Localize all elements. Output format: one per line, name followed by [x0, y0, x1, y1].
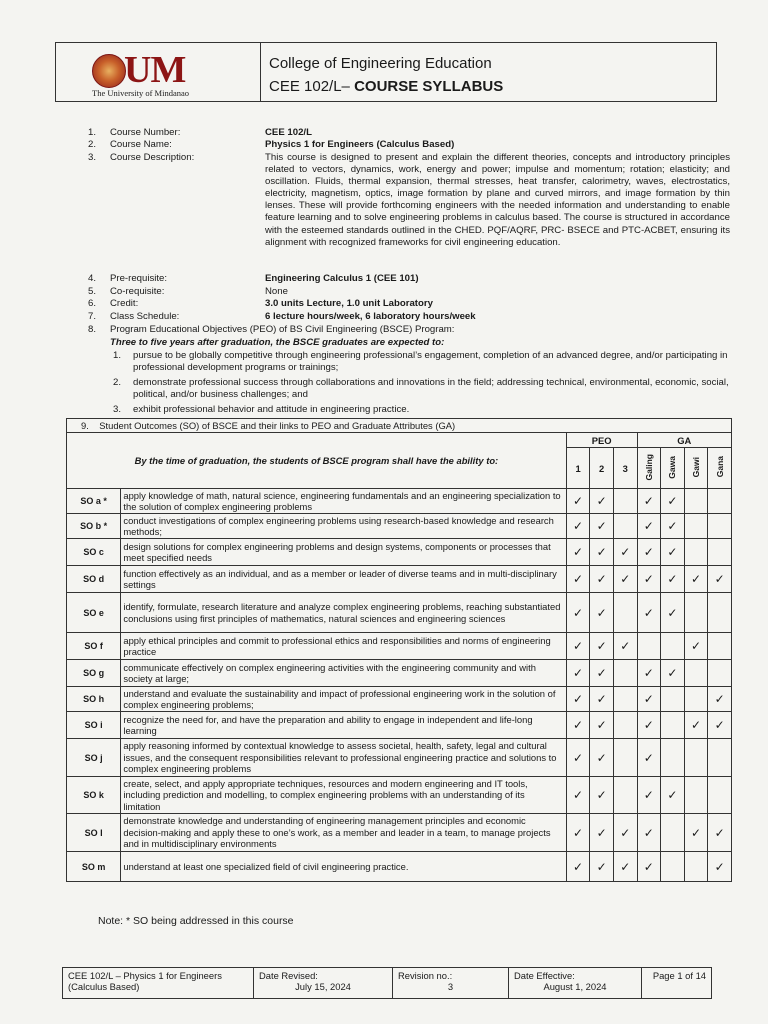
- student-outcomes-table: [66, 418, 732, 882]
- checkmark-icon: ✓: [573, 639, 584, 653]
- mapping-cell: [566, 712, 590, 739]
- table-row: [67, 566, 732, 593]
- so-text: function effectively as an individual, and as a member or leader of diverse teams and in multi-disciplinary settings: [121, 566, 566, 593]
- checkmark-icon: ✓: [620, 545, 631, 559]
- table-row: [67, 514, 732, 539]
- corequisite-value: None: [265, 286, 288, 297]
- peo-lead: Three to five years after graduation, the BSCE graduates are expected to:: [110, 337, 445, 348]
- peo-group-header: PEO: [566, 433, 637, 448]
- mapping-cell: [637, 852, 661, 882]
- so-text: apply knowledge of math, natural science, engineering fundamentals and an engineering specialization to the solution of complex engineering problems: [121, 489, 566, 514]
- ga-col-label: Gawi: [691, 456, 702, 478]
- mapping-cell: [637, 712, 661, 739]
- mapping-cell: [661, 814, 685, 852]
- checkmark-icon: ✓: [643, 519, 654, 533]
- checkmark-icon: ✓: [667, 545, 678, 559]
- mapping-cell: [590, 660, 614, 687]
- ga-col-gawa: [661, 448, 685, 489]
- mapping-cell: [590, 633, 614, 660]
- footer-label: Revision no.:: [398, 970, 453, 981]
- mapping-cell: [708, 852, 732, 882]
- mapping-cell: [613, 566, 637, 593]
- ga-col-label: Galing: [643, 453, 654, 481]
- so-id: SO f: [67, 633, 121, 660]
- caption-num: 9.: [81, 420, 89, 431]
- caption-text: Student Outcomes (SO) of BSCE and their links to PEO and Graduate Attributes (GA): [99, 420, 456, 431]
- mapping-cell: [684, 539, 708, 566]
- mapping-cell: [590, 777, 614, 814]
- date-effective-value: August 1, 2024: [543, 981, 607, 992]
- so-text: apply reasoning informed by contextual knowledge to assess societal, health, safety, legal and cultural issues, and the consequent responsibilities relevant to professional engineering practice and solutions to complex engineering problems: [121, 739, 566, 777]
- university-seal-icon: [92, 54, 126, 88]
- checkmark-icon: ✓: [643, 750, 654, 765]
- so-id: SO d: [67, 566, 121, 593]
- mapping-cell: [590, 852, 614, 882]
- checkmark-icon: ✓: [643, 545, 654, 559]
- prerequisite-value: Engineering Calculus 1 (CEE 101): [265, 273, 419, 284]
- mapping-cell: [684, 852, 708, 882]
- credit-value: 3.0 units Lecture, 1.0 unit Laboratory: [265, 298, 433, 309]
- header-divider: [260, 42, 261, 102]
- mapping-cell: [637, 633, 661, 660]
- table-row: [67, 593, 732, 633]
- so-text: communicate effectively on complex engineering activities with the engineering community and with society at large;: [121, 660, 566, 687]
- info-num: 8.: [88, 324, 97, 335]
- ga-col-label: Gana: [714, 456, 725, 478]
- syllabus-title: [269, 78, 503, 95]
- so-text: design solutions for complex engineering problems and design systems, components or processes that meet specified needs: [121, 539, 566, 566]
- so-id: SO c: [67, 539, 121, 566]
- so-table-body: [67, 489, 732, 882]
- ga-col-gana: [708, 448, 732, 489]
- mapping-cell: [708, 539, 732, 566]
- mapping-cell: [613, 712, 637, 739]
- table-row: [67, 539, 732, 566]
- checkmark-icon: ✓: [596, 519, 607, 533]
- checkmark-icon: ✓: [643, 859, 654, 874]
- mapping-cell: [708, 566, 732, 593]
- checkmark-icon: ✓: [573, 788, 584, 802]
- info-label: Pre-requisite:: [110, 273, 168, 284]
- peo-col-1: 1: [566, 448, 590, 489]
- so-text: demonstrate knowledge and understanding of engineering management principles and economic decision-making and apply these to one’s work, as a member and leader in a team, to manage projects and in multidisciplinary environments: [121, 814, 566, 852]
- mapping-cell: [566, 814, 590, 852]
- mapping-cell: [684, 777, 708, 814]
- checkmark-icon: ✓: [643, 825, 654, 840]
- mapping-cell: [684, 739, 708, 777]
- checkmark-icon: ✓: [643, 605, 654, 620]
- checkmark-icon: ✓: [714, 692, 725, 706]
- checkmark-icon: ✓: [573, 605, 584, 620]
- checkmark-icon: ✓: [596, 545, 607, 559]
- checkmark-icon: ✓: [596, 639, 607, 653]
- mapping-cell: [708, 712, 732, 739]
- footer-label: Date Revised:: [259, 970, 318, 981]
- info-num: 3.: [88, 152, 97, 163]
- mapping-cell: [637, 814, 661, 852]
- mapping-cell: [684, 660, 708, 687]
- checkmark-icon: ✓: [620, 825, 631, 840]
- mapping-cell: [613, 777, 637, 814]
- so-id: SO m: [67, 852, 121, 882]
- mapping-cell: [566, 852, 590, 882]
- mapping-cell: [590, 593, 614, 633]
- checkmark-icon: ✓: [573, 750, 584, 765]
- mapping-cell: [661, 633, 685, 660]
- mapping-cell: [637, 514, 661, 539]
- course-code-prefix: CEE 102/L–: [269, 78, 350, 95]
- ga-col-gawi: [684, 448, 708, 489]
- ga-col-label: Gawa: [667, 455, 678, 479]
- mapping-cell: [684, 633, 708, 660]
- checkmark-icon: ✓: [690, 572, 702, 586]
- peo-text: demonstrate professional success through collaborations and innovations in the field; addressing technical, environmental, economic, social, political, and/or business challenges; and: [133, 377, 729, 401]
- footer-date-revised: [254, 968, 393, 999]
- mapping-cell: [566, 539, 590, 566]
- mapping-cell: [590, 489, 614, 514]
- mapping-cell: [566, 514, 590, 539]
- info-num: 2.: [88, 139, 97, 150]
- mapping-cell: [637, 593, 661, 633]
- mapping-cell: [661, 777, 685, 814]
- mapping-cell: [566, 633, 590, 660]
- checkmark-icon: ✓: [690, 825, 702, 840]
- mapping-cell: [708, 514, 732, 539]
- checkmark-icon: ✓: [573, 494, 584, 508]
- info-label: Co-requisite:: [110, 286, 165, 297]
- group-header-row: [67, 433, 732, 448]
- mapping-cell: [590, 687, 614, 712]
- info-label: Program Educational Objectives (PEO) of BS Civil Engineering (BSCE) Program:: [110, 324, 455, 335]
- checkmark-icon: ✓: [596, 666, 607, 680]
- so-id: SO h: [67, 687, 121, 712]
- checkmark-icon: ✓: [573, 692, 584, 706]
- mapping-cell: [684, 566, 708, 593]
- checkmark-icon: ✓: [643, 666, 654, 680]
- checkmark-icon: ✓: [667, 666, 678, 680]
- so-id: SO g: [67, 660, 121, 687]
- table-row: [67, 633, 732, 660]
- footer-label: Date Effective:: [514, 970, 575, 981]
- mapping-cell: [708, 687, 732, 712]
- mapping-cell: [566, 593, 590, 633]
- logo-subtitle: The University of Mindanao: [92, 88, 190, 98]
- mapping-cell: [590, 712, 614, 739]
- peo-num: 3.: [113, 404, 122, 415]
- checkmark-icon: ✓: [620, 639, 631, 653]
- checkmark-icon: ✓: [573, 519, 584, 533]
- mapping-cell: [661, 660, 685, 687]
- mapping-cell: [637, 489, 661, 514]
- mapping-cell: [613, 489, 637, 514]
- mapping-cell: [566, 687, 590, 712]
- class-schedule-value: 6 lecture hours/week, 6 laboratory hours/week: [265, 311, 476, 322]
- mapping-cell: [613, 514, 637, 539]
- so-text: recognize the need for, and have the preparation and ability to engage in independent and life-long learning: [121, 712, 566, 739]
- mapping-cell: [708, 633, 732, 660]
- mapping-cell: [566, 739, 590, 777]
- mapping-cell: [661, 514, 685, 539]
- so-id: SO k: [67, 777, 121, 814]
- mapping-cell: [684, 514, 708, 539]
- header-text: By the time of graduation, the students of BSCE program shall have the ability to:: [67, 433, 567, 489]
- mapping-cell: [637, 566, 661, 593]
- mapping-cell: [566, 566, 590, 593]
- so-text: conduct investigations of complex engineering problems using research-based knowledge and research methods;: [121, 514, 566, 539]
- info-num: 5.: [88, 286, 97, 297]
- checkmark-icon: ✓: [667, 494, 678, 508]
- so-text: understand at least one specialized field of civil engineering practice.: [121, 852, 566, 882]
- table-row: [67, 814, 732, 852]
- mapping-cell: [708, 660, 732, 687]
- mapping-cell: [613, 852, 637, 882]
- revision-value: 3: [447, 981, 454, 992]
- mapping-cell: [661, 539, 685, 566]
- ga-col-galing: [637, 448, 661, 489]
- mapping-cell: [637, 777, 661, 814]
- peo-num: 2.: [113, 377, 122, 388]
- logo-letters: UM: [124, 49, 186, 91]
- checkmark-icon: ✓: [573, 572, 584, 586]
- checkmark-icon: ✓: [596, 718, 607, 732]
- so-id: SO i: [67, 712, 121, 739]
- footer-course: CEE 102/L – Physics 1 for Engineers (Calculus Based): [63, 968, 254, 999]
- mapping-cell: [684, 593, 708, 633]
- mapping-cell: [590, 814, 614, 852]
- peo-num: 1.: [113, 350, 122, 361]
- checkmark-icon: ✓: [573, 666, 584, 680]
- footer-page: Page 1 of 14: [642, 968, 712, 999]
- mapping-cell: [684, 489, 708, 514]
- course-description: This course is designed to present and explain the different theories, concepts and introductory principles related to vectors, dynamics, work, energy and power; impulse and momentum; rotation; elasticity; and oscillation. Fluids, thermal expansion, thermal stresses, heat transfer, calorimetry, waves, electrostatics, electricity, magnetism, optics, image formation by plane and curved mirrors, and image formation by thin lenses. These will provide forthcoming engineers with the needed information and understanding to enable feature learning and to solve engineering problems in calculus based. The course is structured in accordance with the esteemed standards outlined in the CHED. PQF/AQRF, PRC- BSECE and PTC-ACBET, ensuring its alignment with recognized frameworks for civil engineering education.: [265, 152, 730, 248]
- so-text: apply ethical principles and commit to professional ethics and responsibilities and norms of engineering practice: [121, 633, 566, 660]
- mapping-cell: [613, 539, 637, 566]
- checkmark-icon: ✓: [596, 750, 607, 765]
- ga-group-header: GA: [637, 433, 731, 448]
- so-text: identify, formulate, research literature and analyze complex engineering problems, reaching substantiated conclusions using first principles of mathematics, natural sciences and engineering sciences: [121, 593, 566, 633]
- mapping-cell: [613, 633, 637, 660]
- mapping-cell: [613, 687, 637, 712]
- table-caption-row: [67, 419, 732, 433]
- so-id: SO a *: [67, 489, 121, 514]
- mapping-cell: [637, 687, 661, 712]
- so-text: create, select, and apply appropriate techniques, resources and modern engineering and IT tools, including prediction and modelling, to complex engineering problems with an understanding of its limitation: [121, 777, 566, 814]
- mapping-cell: [613, 739, 637, 777]
- checkmark-icon: ✓: [573, 718, 584, 732]
- course-name-value: Physics 1 for Engineers (Calculus Based): [265, 139, 455, 150]
- mapping-cell: [708, 814, 732, 852]
- checkmark-icon: ✓: [596, 605, 607, 620]
- table-row: [67, 712, 732, 739]
- peo-col-3: 3: [613, 448, 637, 489]
- checkmark-icon: ✓: [643, 692, 654, 706]
- mapping-cell: [590, 514, 614, 539]
- table-row: [67, 687, 732, 712]
- checkmark-icon: ✓: [643, 718, 654, 732]
- footer-revision: [393, 968, 509, 999]
- mapping-cell: [708, 739, 732, 777]
- checkmark-icon: ✓: [643, 788, 654, 802]
- table-row: [67, 852, 732, 882]
- table-row: [67, 739, 732, 777]
- info-num: 4.: [88, 273, 97, 284]
- mapping-cell: [708, 777, 732, 814]
- checkmark-icon: ✓: [573, 545, 584, 559]
- mapping-cell: [566, 660, 590, 687]
- checkmark-icon: ✓: [573, 825, 584, 840]
- checkmark-icon: ✓: [667, 605, 678, 620]
- so-id: SO b *: [67, 514, 121, 539]
- mapping-cell: [661, 687, 685, 712]
- info-label: Credit:: [110, 298, 139, 309]
- checkmark-icon: ✓: [667, 572, 678, 586]
- mapping-cell: [661, 566, 685, 593]
- checkmark-icon: ✓: [643, 572, 654, 586]
- mapping-cell: [661, 712, 685, 739]
- mapping-cell: [590, 566, 614, 593]
- date-revised-value: July 15, 2024: [295, 981, 351, 992]
- checkmark-icon: ✓: [714, 572, 725, 586]
- course-syllabus-label: COURSE SYLLABUS: [354, 78, 504, 95]
- checkmark-icon: ✓: [596, 825, 607, 840]
- mapping-cell: [637, 660, 661, 687]
- mapping-cell: [590, 539, 614, 566]
- info-label: Course Name:: [110, 139, 172, 150]
- table-caption: [67, 419, 732, 433]
- mapping-cell: [637, 539, 661, 566]
- info-num: 1.: [88, 127, 97, 138]
- mapping-cell: [684, 712, 708, 739]
- so-id: SO e: [67, 593, 121, 633]
- checkmark-icon: ✓: [596, 494, 607, 508]
- checkmark-icon: ✓: [667, 788, 678, 802]
- checkmark-icon: ✓: [596, 788, 607, 802]
- so-text: understand and evaluate the sustainability and impact of professional engineering work in the solution of complex engineering problems;: [121, 687, 566, 712]
- mapping-cell: [661, 489, 685, 514]
- footer-table: [62, 967, 712, 999]
- checkmark-icon: ✓: [714, 718, 725, 732]
- mapping-cell: [613, 660, 637, 687]
- info-label: Course Description:: [110, 152, 195, 163]
- table-note: Note: * SO being addressed in this course: [98, 915, 294, 927]
- mapping-cell: [661, 593, 685, 633]
- info-num: 6.: [88, 298, 97, 309]
- checkmark-icon: ✓: [573, 859, 584, 874]
- footer-date-effective: [509, 968, 642, 999]
- checkmark-icon: ✓: [620, 859, 631, 874]
- checkmark-icon: ✓: [690, 639, 702, 653]
- checkmark-icon: ✓: [714, 859, 725, 874]
- mapping-cell: [684, 814, 708, 852]
- checkmark-icon: ✓: [714, 825, 725, 840]
- table-row: [67, 777, 732, 814]
- peo-text: pursue to be globally competitive through engineering professional’s engagement, completion of an advanced degree, and/or participating in professional development programs or trainings;: [133, 350, 728, 374]
- course-number-value: CEE 102/L: [265, 127, 312, 138]
- checkmark-icon: ✓: [643, 494, 654, 508]
- checkmark-icon: ✓: [596, 692, 607, 706]
- table-row: [67, 660, 732, 687]
- peo-col-2: 2: [590, 448, 614, 489]
- checkmark-icon: ✓: [596, 572, 607, 586]
- mapping-cell: [590, 739, 614, 777]
- mapping-cell: [637, 739, 661, 777]
- mapping-cell: [684, 687, 708, 712]
- mapping-cell: [661, 739, 685, 777]
- mapping-cell: [613, 593, 637, 633]
- mapping-cell: [661, 852, 685, 882]
- mapping-cell: [566, 777, 590, 814]
- info-label: Course Number:: [110, 127, 181, 138]
- info-label: Class Schedule:: [110, 311, 180, 322]
- mapping-cell: [708, 489, 732, 514]
- mapping-cell: [708, 593, 732, 633]
- checkmark-icon: ✓: [667, 519, 678, 533]
- so-id: SO l: [67, 814, 121, 852]
- so-id: SO j: [67, 739, 121, 777]
- mapping-cell: [566, 489, 590, 514]
- checkmark-icon: ✓: [690, 718, 702, 732]
- mapping-cell: [613, 814, 637, 852]
- peo-text: exhibit professional behavior and attitude in engineering practice.: [133, 404, 410, 415]
- checkmark-icon: ✓: [620, 572, 631, 586]
- checkmark-icon: ✓: [596, 859, 607, 874]
- footer-row: [63, 968, 712, 999]
- table-row: [67, 489, 732, 514]
- college-name: College of Engineering Education: [269, 55, 492, 72]
- info-num: 7.: [88, 311, 97, 322]
